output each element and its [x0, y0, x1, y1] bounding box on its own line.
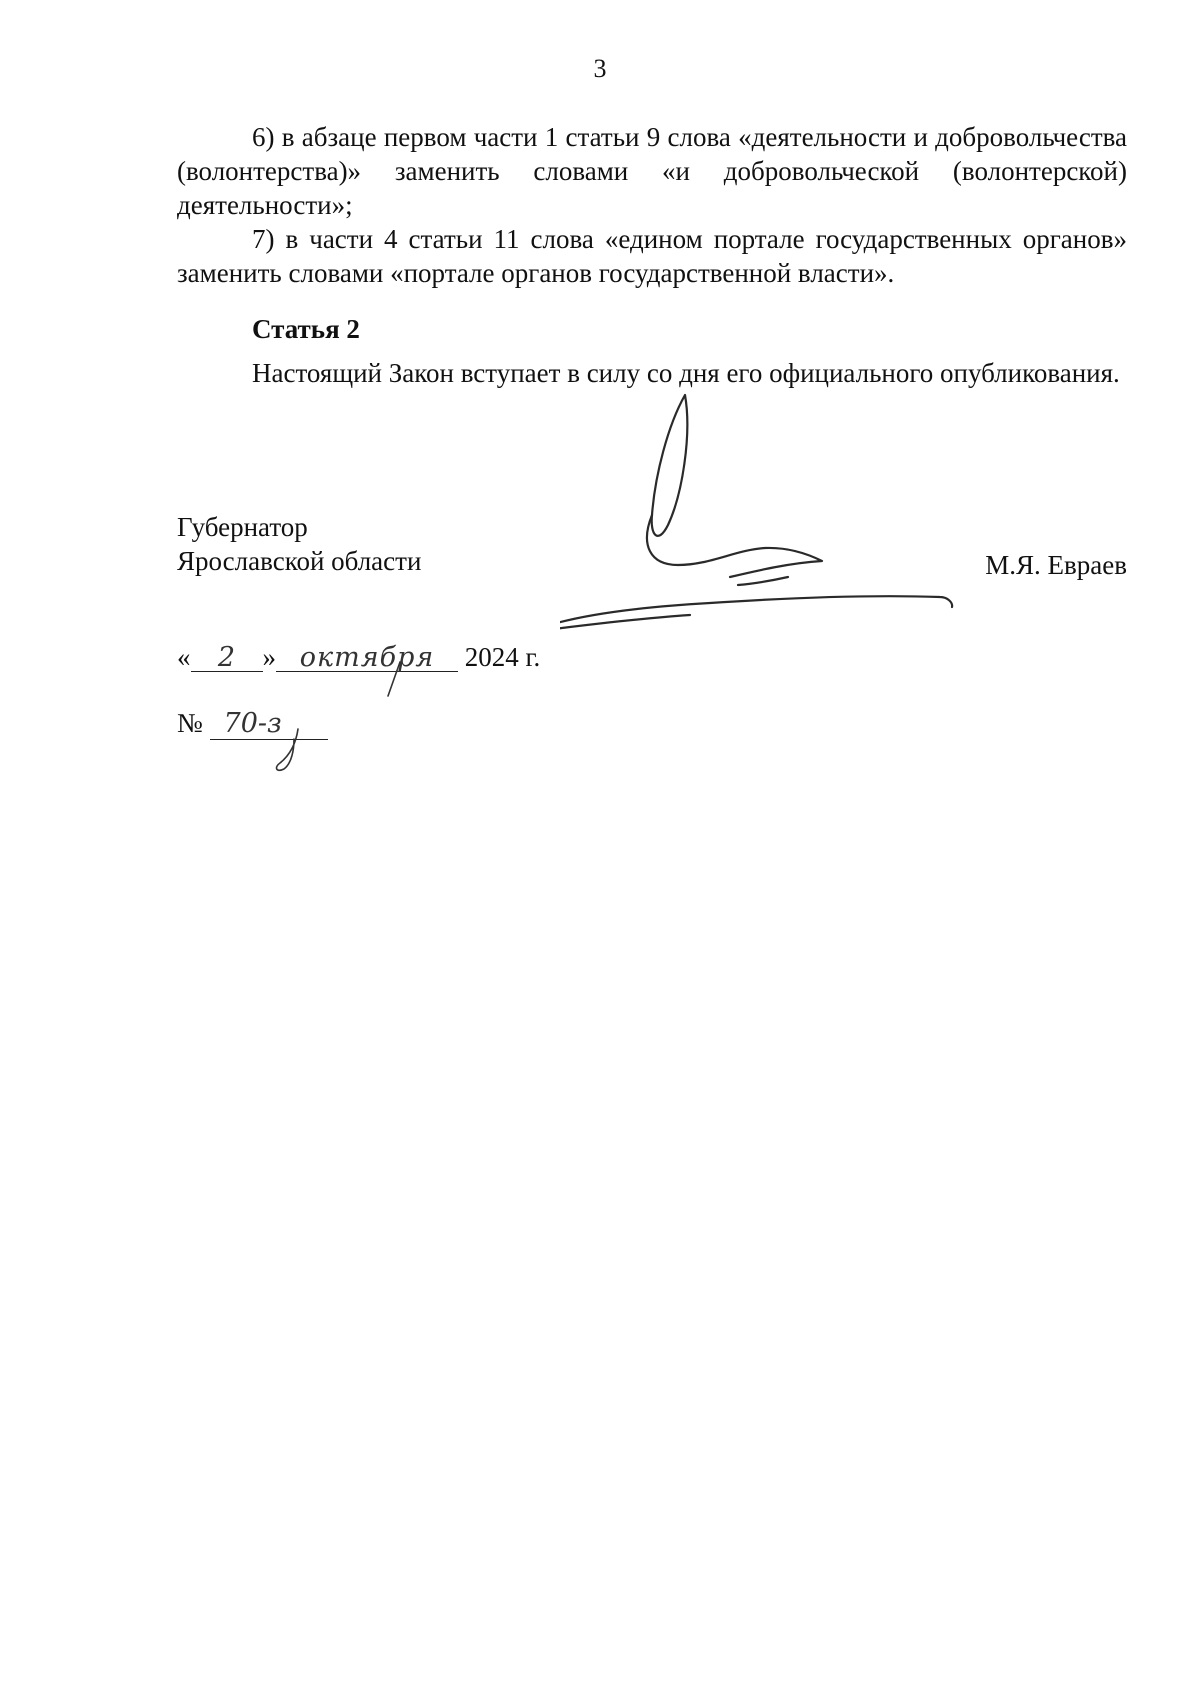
signatory-title-line1: Губернатор	[177, 512, 308, 542]
page-number: 3	[593, 54, 607, 83]
signatory-name: М.Я. Евраев	[985, 550, 1127, 580]
number-sign: №	[177, 708, 203, 738]
date-day-handwritten: 2	[191, 645, 263, 672]
law-number-handwritten: 70-з	[210, 708, 328, 740]
date-close-quote: »	[262, 642, 276, 672]
paragraph-item-6: 6) в абзаце первом части 1 статьи 9 слова «деятельности и добровольчества (волонтерства)» заменить словами «и добровольческой (волонтерской) деятельности»;	[177, 122, 1127, 220]
date-open-quote: «	[177, 642, 191, 672]
date-year: 2024 г.	[464, 642, 541, 672]
signatory-title	[177, 510, 421, 578]
date-month-handwritten: октября	[276, 645, 458, 672]
handwritten-signature	[560, 385, 960, 655]
signing-date	[177, 642, 540, 673]
law-number	[177, 708, 328, 740]
paragraph-item-7: 7) в части 4 статьи 11 слова «едином портале государственных органов» заменить словами «портале органов государственной власти».	[177, 224, 1127, 288]
article-2-text: Настоящий Закон вступает в силу со дня его официального опубликования.	[252, 358, 1120, 388]
article-heading: Статья 2	[252, 314, 360, 344]
signatory-title-line2: Ярославской области	[177, 546, 422, 576]
